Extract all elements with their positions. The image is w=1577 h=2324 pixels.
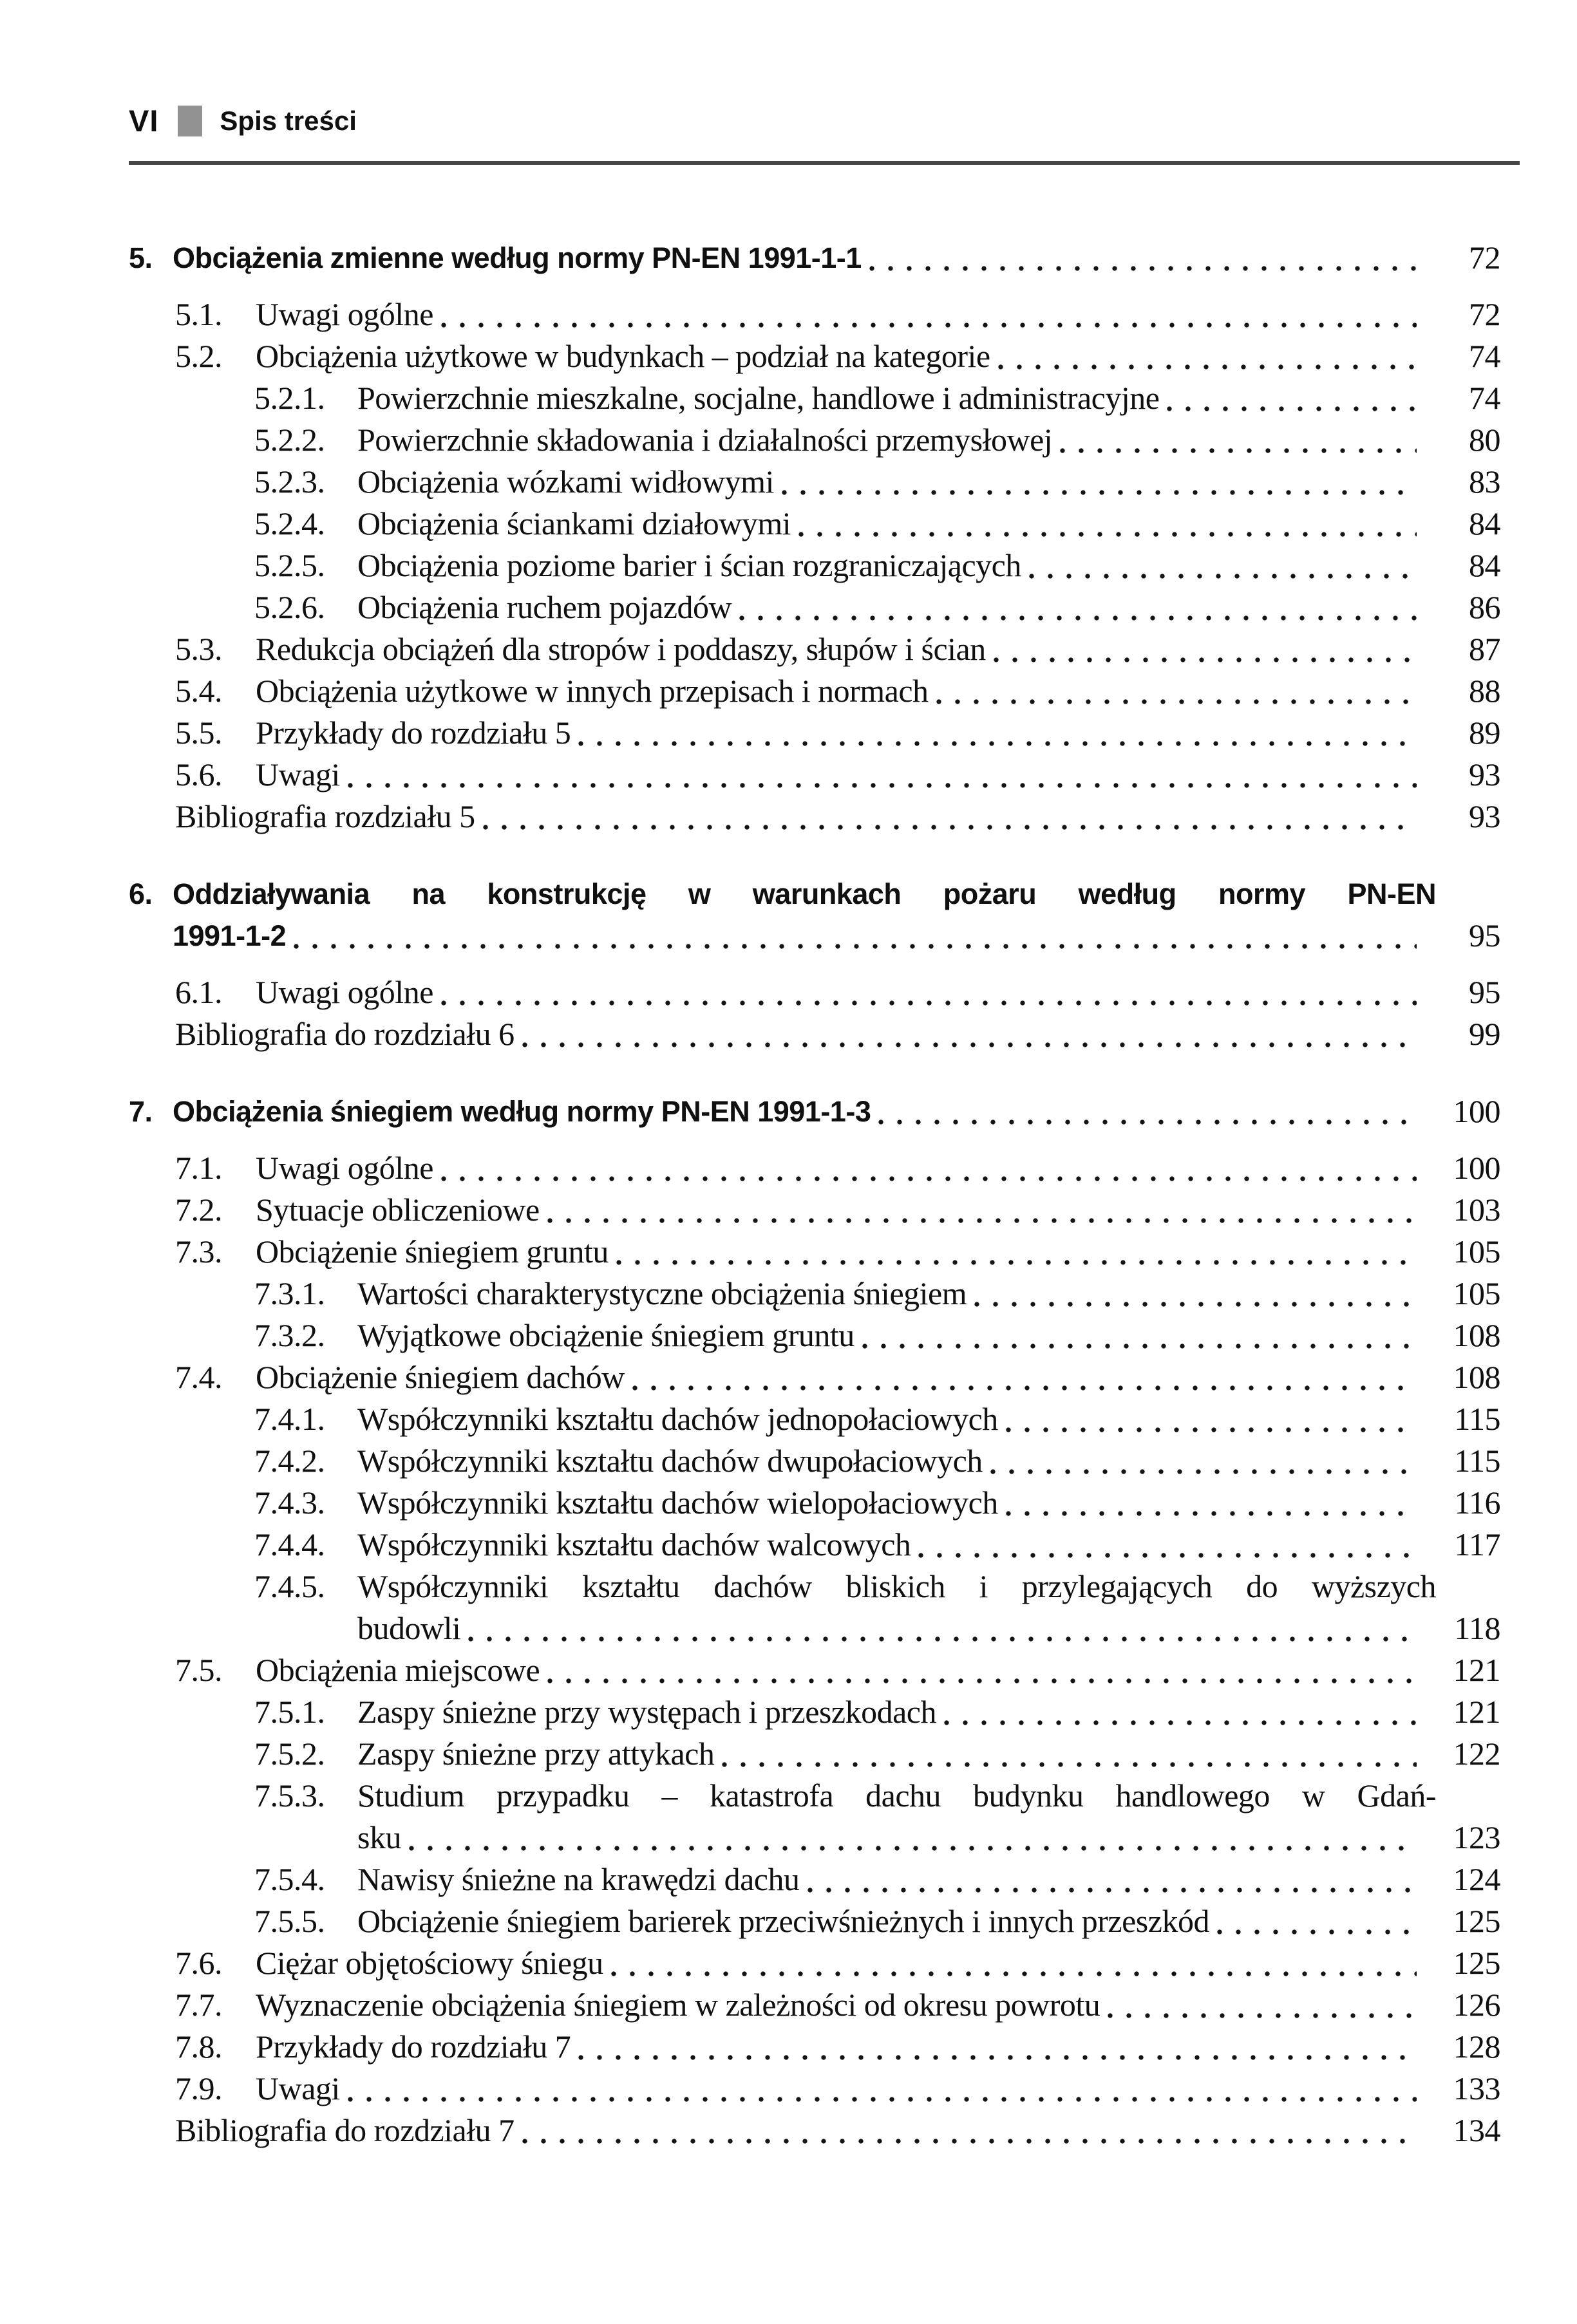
toc-entry-title: Nawisy śnieżne na krawędzi dachu [357, 1861, 800, 1897]
toc-entry-title: Współczynniki kształtu dachów jednopołaciowych [357, 1401, 998, 1437]
toc-entry-title: Uwagi [256, 756, 340, 792]
toc-entry-title: Obciążenia ściankami działowymi [357, 505, 791, 541]
toc-entry-row [129, 1189, 1520, 1231]
toc-entry-row [129, 503, 1520, 545]
toc-entry [129, 1315, 1520, 1356]
toc-entry [129, 1900, 1520, 1942]
toc-entry [129, 1440, 1520, 1482]
dot-leader [518, 1013, 1417, 1055]
toc-entry [129, 628, 1520, 670]
toc-entry-row [129, 1315, 1520, 1356]
running-header [129, 103, 357, 138]
toc-entry-title: Obciążenia poziome barier i ścian rozgraniczających [357, 547, 1021, 583]
dot-leader [865, 237, 1417, 279]
toc-entry-row [129, 461, 1520, 503]
toc-entry-number: 7.5.3. [254, 1777, 325, 1813]
toc-entry-line2 [129, 915, 1520, 957]
toc-entry-page: 89 [1469, 715, 1500, 751]
toc-entry-page: 117 [1454, 1526, 1500, 1562]
toc-entry-row [129, 1440, 1520, 1482]
toc-entry-number: 7.1. [175, 1150, 222, 1186]
toc-entry-number: 7.4.4. [254, 1526, 325, 1562]
dot-leader [344, 754, 1417, 796]
toc-entry-row [129, 1273, 1520, 1315]
toc-entry-row [129, 1942, 1520, 1984]
toc-entry-page: 93 [1469, 798, 1500, 834]
toc-entry-page: 118 [1454, 1610, 1500, 1646]
toc-entry-row [129, 1984, 1520, 2026]
toc-entry-title: Obciążenia zmienne według normy PN-EN 1991-1-1 [173, 241, 862, 274]
toc-entry-number: 7.9. [175, 2070, 222, 2106]
toc-entry-title: Współczynniki kształtu dachów dwupołaciowych [357, 1443, 983, 1479]
toc-entry-title: Redukcja obciążeń dla stropów i poddaszy, słupów i ścian [256, 631, 986, 667]
toc-entry [129, 545, 1520, 586]
toc-entry-number: 7.5.2. [254, 1736, 325, 1772]
dot-leader [290, 915, 1417, 957]
dot-leader [1163, 377, 1417, 419]
page-number-label: VI [129, 104, 159, 138]
toc-entry-title: Powierzchnie mieszkalne, socjalne, handlowe i administracyjne [357, 380, 1160, 416]
toc-entry [129, 1649, 1520, 1691]
toc-entry-row [129, 628, 1520, 670]
toc-entry-line1 [129, 873, 1520, 915]
toc-entry [129, 237, 1520, 279]
dot-leader [804, 1859, 1417, 1900]
toc-entry-number: 7.5.5. [254, 1903, 325, 1939]
dot-leader [874, 1091, 1417, 1132]
toc-entry [129, 1942, 1520, 1984]
toc-entry-line2 [129, 1607, 1520, 1649]
toc-entry [129, 1859, 1520, 1900]
toc-entry [129, 1691, 1520, 1733]
toc-entry-line1 [129, 1775, 1520, 1817]
dot-leader [607, 1942, 1417, 1984]
toc-entry-title: Współczynniki kształtu dachów walcowych [357, 1526, 911, 1562]
toc-entry-number: 7.4. [175, 1359, 222, 1395]
toc-entry-page: 87 [1469, 631, 1500, 667]
toc-entry-number: 7.5.1. [254, 1694, 325, 1730]
toc-entry-number: 7.5.4. [254, 1861, 325, 1897]
dot-leader [940, 1691, 1417, 1733]
toc-entry-title: Obciążenia ruchem pojazdów [357, 589, 732, 625]
section-marker-square-icon [178, 106, 202, 136]
toc-entry-page: 105 [1453, 1233, 1500, 1270]
toc-entry-page: 84 [1469, 505, 1500, 541]
toc-entry-line2 [129, 1817, 1520, 1859]
toc-entry-number: 5.2.2. [254, 422, 325, 458]
toc-entry [129, 971, 1520, 1013]
toc-entry [129, 586, 1520, 628]
toc-entry-page: 126 [1453, 1987, 1500, 2023]
toc-entry-number: 6.1. [175, 974, 222, 1010]
dot-leader [1025, 545, 1417, 586]
toc-entry-number: 5.3. [175, 631, 222, 667]
toc-entry-number: 7.4.5. [254, 1568, 325, 1604]
toc-entry-page: 80 [1469, 422, 1500, 458]
dot-leader [987, 1440, 1417, 1482]
toc-entry [129, 1566, 1520, 1649]
toc-entry [129, 1013, 1520, 1055]
toc-entry-number: 5.2.1. [254, 380, 325, 416]
dot-leader [437, 971, 1417, 1013]
toc-entry-page: 108 [1453, 1359, 1500, 1395]
dot-leader [574, 2026, 1417, 2068]
toc-entry [129, 503, 1520, 545]
toc-entry-page: 95 [1469, 974, 1500, 1010]
toc-entry [129, 712, 1520, 754]
toc-entry-title: Uwagi ogólne [256, 296, 433, 332]
dot-leader [543, 1189, 1417, 1231]
toc-entry-row [129, 1013, 1520, 1055]
toc-entry-page: 124 [1453, 1861, 1500, 1897]
toc-entry-row [129, 2026, 1520, 2068]
toc-entry-number: 7.2. [175, 1192, 222, 1228]
toc-entry-page: 134 [1453, 2112, 1500, 2148]
toc-entry-row [129, 754, 1520, 796]
header-title: Spis treści [220, 105, 357, 136]
toc-entry-row [129, 1859, 1520, 1900]
toc-entry [129, 1482, 1520, 1524]
toc-entry-title: Wyjątkowe obciążenie śniegiem gruntu [357, 1317, 855, 1353]
dot-leader [479, 796, 1417, 838]
toc-entry-title: Obciążenia użytkowe w budynkach – podział na kategorie [256, 338, 990, 374]
toc-entry-page: 103 [1453, 1192, 1500, 1228]
toc-entry-number: 7.5. [175, 1652, 222, 1688]
dot-leader [1056, 419, 1417, 461]
toc-entry-row [129, 377, 1520, 419]
toc-entry-title-continuation: sku [357, 1819, 401, 1855]
toc-entry-line1 [129, 1566, 1520, 1607]
toc-entry-page: 108 [1453, 1317, 1500, 1353]
toc-entry-page: 84 [1469, 547, 1500, 583]
toc-entry-page: 105 [1453, 1275, 1500, 1311]
dot-leader [778, 461, 1417, 503]
toc-entry [129, 670, 1520, 712]
toc-entry [129, 796, 1520, 838]
toc-entry-page: 100 [1453, 1150, 1500, 1186]
toc-entry-title: Zaspy śnieżne przy attykach [357, 1736, 715, 1772]
toc-entry-number: 5.2.6. [254, 589, 325, 625]
toc-entry [129, 2110, 1520, 2151]
toc-entry-row [129, 1691, 1520, 1733]
toc-entry-title: Współczynniki kształtu dachów wielopołaciowych [357, 1485, 998, 1521]
toc-entry-title: Powierzchnie składowania i działalności przemysłowej [357, 422, 1053, 458]
toc-entry-number: 5.5. [175, 715, 222, 751]
toc-entry-number: 7.8. [175, 2029, 222, 2065]
toc-entry-page: 86 [1469, 589, 1500, 625]
dot-leader [735, 586, 1417, 628]
toc-entry-title: Ciężar objętościowy śniegu [256, 1945, 603, 1981]
toc-entry-row [129, 294, 1520, 335]
toc-entry-row [129, 1649, 1520, 1691]
toc-entry-page: 115 [1454, 1401, 1500, 1437]
toc-entry-page: 100 [1453, 1093, 1500, 1129]
toc-entry-title: Sytuacje obliczeniowe [256, 1192, 540, 1228]
toc-entry [129, 1524, 1520, 1566]
toc-entry-number: 7.4.2. [254, 1443, 325, 1479]
toc-entry [129, 2026, 1520, 2068]
toc-entry-title: Obciążenie śniegiem gruntu [256, 1233, 609, 1270]
toc-entry-page: 72 [1469, 296, 1500, 332]
dot-leader [518, 2110, 1417, 2151]
toc-entry [129, 1984, 1520, 2026]
toc-entry-page: 116 [1454, 1485, 1500, 1521]
toc-entry-title: Obciążenia użytkowe w innych przepisach i normach [256, 673, 929, 709]
toc-entry-page: 133 [1453, 2070, 1500, 2106]
toc-entry-page: 95 [1469, 917, 1500, 953]
toc-entry [129, 377, 1520, 419]
toc-entry-number: 7.7. [175, 1987, 222, 2023]
toc-entry-page: 128 [1453, 2029, 1500, 2065]
dot-leader [970, 1273, 1417, 1315]
toc-entry-title: Obciążenie śniegiem barierek przeciwśnieżnych i innych przeszkód [357, 1903, 1209, 1939]
toc-entry-title: Współczynniki kształtu dachów bliskich i przylegających do wyższych [357, 1568, 1436, 1604]
toc-entry-title-continuation: budowli [357, 1610, 461, 1646]
toc-entry-number: 6. [129, 877, 153, 910]
toc-entry-row [129, 796, 1520, 838]
toc-entry-page: 74 [1469, 338, 1500, 374]
toc-entry-row [129, 2110, 1520, 2151]
toc-entry [129, 335, 1520, 377]
toc-entry-title: Przykłady do rozdziału 7 [256, 2029, 571, 2065]
dot-leader [718, 1733, 1417, 1775]
toc-entry-page: 125 [1453, 1945, 1500, 1981]
toc-entry [129, 1147, 1520, 1189]
toc-entry-row [129, 1398, 1520, 1440]
dot-leader [994, 335, 1417, 377]
toc-entry [129, 461, 1520, 503]
toc-entry-row [129, 1900, 1520, 1942]
toc-entry [129, 419, 1520, 461]
toc-entry-row [129, 1231, 1520, 1273]
dot-leader [1002, 1482, 1417, 1524]
header-rule [129, 161, 1520, 165]
dot-leader [574, 712, 1417, 754]
toc-entry-page: 83 [1469, 464, 1500, 500]
dot-leader [1213, 1900, 1417, 1942]
toc-entry-page: 74 [1469, 380, 1500, 416]
toc-entry-title: Zaspy śnieżne przy występach i przeszkodach [357, 1694, 936, 1730]
toc-entry [129, 1775, 1520, 1859]
toc-entry-title: Obciążenie śniegiem dachów [256, 1359, 625, 1395]
toc-entry [129, 294, 1520, 335]
toc-entry-number: 5.2.5. [254, 547, 325, 583]
toc-entry-title: Obciążenia wózkami widłowymi [357, 464, 774, 500]
toc-entry-row [129, 670, 1520, 712]
toc-entry-number: 5.6. [175, 756, 222, 792]
toc-entry-number: 5.4. [175, 673, 222, 709]
toc-entry-number: 5.2.3. [254, 464, 325, 500]
toc-entry [129, 1273, 1520, 1315]
toc-entry-number: 7.3. [175, 1233, 222, 1270]
toc-entry-title: Uwagi ogólne [256, 1150, 433, 1186]
toc-entry-number: 5.1. [175, 296, 222, 332]
toc-entry-title: Obciążenia śniegiem według normy PN-EN 1991-1-3 [173, 1095, 871, 1128]
toc-entry-page: 88 [1469, 673, 1500, 709]
toc-entry-number: 7.3.1. [254, 1275, 325, 1311]
dot-leader [405, 1817, 1417, 1859]
dot-leader [1002, 1398, 1417, 1440]
toc-entry [129, 1231, 1520, 1273]
toc-entry-page: 121 [1453, 1652, 1500, 1688]
dot-leader [858, 1315, 1417, 1356]
dot-leader [914, 1524, 1417, 1566]
dot-leader [628, 1356, 1417, 1398]
toc-entry-title: Przykłady do rozdziału 5 [256, 715, 571, 751]
toc-list [129, 237, 1520, 2151]
toc-entry-page: 99 [1469, 1016, 1500, 1052]
toc-entry-row [129, 971, 1520, 1013]
toc-entry-title: Wartości charakterystyczne obciążenia śniegiem [357, 1275, 967, 1311]
toc-entry-title-continuation: 1991-1-2 [173, 919, 287, 952]
toc-entry-title: Obciążenia miejscowe [256, 1652, 540, 1688]
toc-entry-title: Bibliografia do rozdziału 6 [175, 1016, 515, 1052]
toc-entry-row [129, 712, 1520, 754]
toc-entry-row [129, 1524, 1520, 1566]
toc-entry-page: 122 [1453, 1736, 1500, 1772]
dot-leader [990, 628, 1417, 670]
toc-entry-number: 7.6. [175, 1945, 222, 1981]
toc-entry-row [129, 545, 1520, 586]
toc-entry-title: Uwagi [256, 2070, 340, 2106]
toc-entry [129, 1398, 1520, 1440]
toc-entry-page: 93 [1469, 756, 1500, 792]
toc-entry-title: Uwagi ogólne [256, 974, 433, 1010]
dot-leader [437, 1147, 1417, 1189]
dot-leader [543, 1649, 1417, 1691]
toc-entry-number: 7.4.1. [254, 1401, 325, 1437]
toc-entry-page: 115 [1454, 1443, 1500, 1479]
toc-entry [129, 1091, 1520, 1132]
toc-entry-page: 123 [1453, 1819, 1500, 1855]
toc-entry [129, 2068, 1520, 2110]
dot-leader [344, 2068, 1417, 2110]
toc-entry-row [129, 1356, 1520, 1398]
toc-entry-row [129, 237, 1520, 279]
toc-entry-row [129, 1091, 1520, 1132]
toc-entry-row [129, 586, 1520, 628]
toc-entry-title: Wyznaczenie obciążenia śniegiem w zależności od okresu powrotu [256, 1987, 1100, 2023]
toc-entry-page: 72 [1469, 239, 1500, 276]
dot-leader [612, 1231, 1417, 1273]
toc-entry-number: 5.2.4. [254, 505, 325, 541]
toc-entry [129, 1189, 1520, 1231]
toc-entry-row [129, 335, 1520, 377]
toc-entry-number: 7.4.3. [254, 1485, 325, 1521]
toc-entry [129, 1356, 1520, 1398]
dot-leader [795, 503, 1417, 545]
toc-entry-number: 5.2. [175, 338, 222, 374]
toc-entry [129, 873, 1520, 957]
toc-entry-row [129, 1482, 1520, 1524]
toc-entry-page: 121 [1453, 1694, 1500, 1730]
toc-entry [129, 1733, 1520, 1775]
toc-entry [129, 754, 1520, 796]
toc-entry-number: 5. [129, 241, 153, 274]
toc-entry-row [129, 2068, 1520, 2110]
toc-entry-number: 7. [129, 1095, 153, 1128]
toc-entry-row [129, 1147, 1520, 1189]
toc-entry-title: Bibliografia rozdziału 5 [175, 798, 475, 834]
dot-leader [437, 294, 1417, 335]
dot-leader [464, 1607, 1417, 1649]
toc-entry-row [129, 419, 1520, 461]
dot-leader [1104, 1984, 1417, 2026]
toc-entry-number: 7.3.2. [254, 1317, 325, 1353]
toc-entry-title: Bibliografia do rozdziału 7 [175, 2112, 515, 2148]
toc-entry-page: 125 [1453, 1903, 1500, 1939]
toc-entry-title: Studium przypadku – katastrofa dachu budynku handlowego w Gdań- [357, 1777, 1436, 1813]
toc-entry-title: Oddziaływania na konstrukcję w warunkach pożaru według normy PN-EN [173, 877, 1436, 910]
dot-leader [932, 670, 1417, 712]
toc-entry-row [129, 1733, 1520, 1775]
